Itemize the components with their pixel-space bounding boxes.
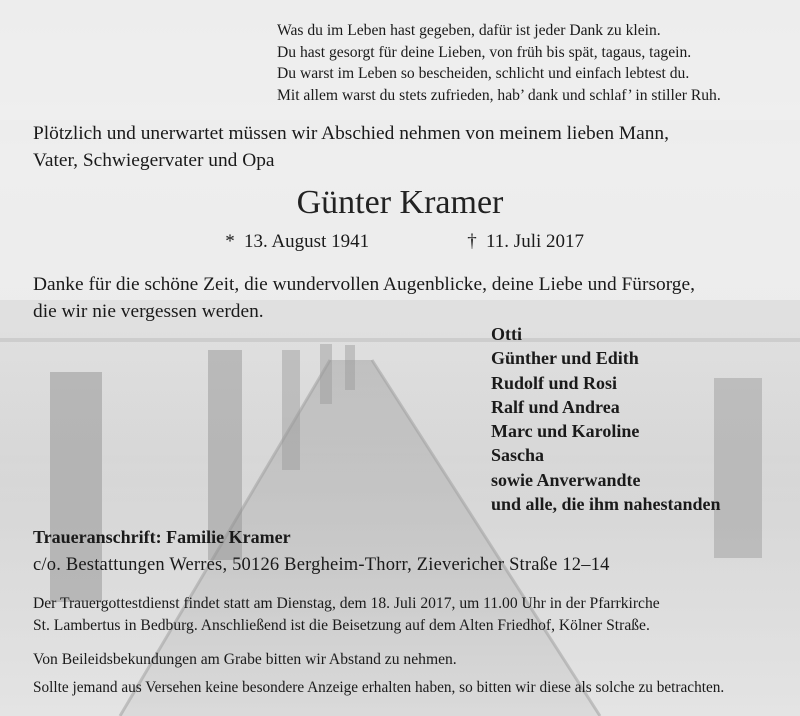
mourner: Rudolf und Rosi bbox=[491, 372, 618, 393]
mourner: Sascha bbox=[491, 445, 545, 466]
poem-line: Mit allem warst du stets zufrieden, hab’ dank und schlaf’ in stiller Ruh. bbox=[277, 86, 721, 104]
service-line: St. Lambertus in Bedburg. Anschließend ist die Beisetzung auf dem Alten Friedhof, Kölner Straße. bbox=[33, 617, 650, 634]
intro-line: Vater, Schwiegervater und Opa bbox=[33, 150, 275, 171]
poem-line: Du hast gesorgt für deine Lieben, von früh bis spät, tagaus, tagein. bbox=[277, 43, 692, 61]
thanks-line: die wir nie vergessen werden. bbox=[33, 301, 264, 322]
death-date-line bbox=[464, 230, 584, 254]
mourning-address: c/o. Bestattungen Werres, 50126 Bergheim-Thorr, Zievericher Straße 12–14 bbox=[33, 555, 610, 575]
mourners-list bbox=[491, 322, 721, 516]
mourning-address-title: Traueranschrift: Familie Kramer bbox=[33, 527, 291, 547]
mourner: sowie Anverwandte bbox=[491, 469, 641, 490]
cross-icon: † bbox=[467, 231, 477, 252]
mourner: und alle, die ihm nahestanden bbox=[491, 494, 721, 515]
mourner: Ralf und Andrea bbox=[491, 396, 620, 417]
condolence-note: Von Beileidsbekundungen am Grabe bitten wir Abstand zu nehmen. bbox=[33, 651, 457, 668]
intro-line: Plötzlich und unerwartet müssen wir Abschied nehmen von meinem lieben Mann, bbox=[33, 123, 669, 144]
service-line: Der Trauergottestdienst findet statt am Dienstag, dem 18. Juli 2017, um 11.00 Uhr in der Pfarrkirche bbox=[33, 595, 660, 612]
thanks-line: Danke für die schöne Zeit, die wundervollen Augenblicke, deine Liebe und Fürsorge, bbox=[33, 274, 695, 295]
funeral-service-info bbox=[33, 593, 793, 637]
intro-text bbox=[33, 120, 793, 174]
death-date: 11. Juli 2017 bbox=[486, 231, 584, 252]
memorial-poem bbox=[277, 20, 797, 106]
mourner: Günther und Edith bbox=[491, 348, 639, 369]
deceased-name: Günter Kramer bbox=[296, 184, 504, 221]
poem-line: Was du im Leben hast gegeben, dafür ist jeder Dank zu klein. bbox=[277, 22, 661, 39]
mourner: Otti bbox=[491, 324, 522, 344]
birth-date: 13. August 1941 bbox=[244, 231, 370, 252]
poem-line: Du warst im Leben so bescheiden, schlicht und einfach lebtest du. bbox=[277, 65, 690, 82]
star-icon: * bbox=[225, 231, 235, 252]
mourner: Marc und Karoline bbox=[491, 421, 640, 442]
birth-date-line bbox=[222, 230, 369, 254]
thanks-text bbox=[33, 271, 793, 325]
announcement-note: Sollte jemand aus Versehen keine besondere Anzeige erhalten haben, so bitten wir diese als solche zu betrachten. bbox=[33, 679, 725, 696]
